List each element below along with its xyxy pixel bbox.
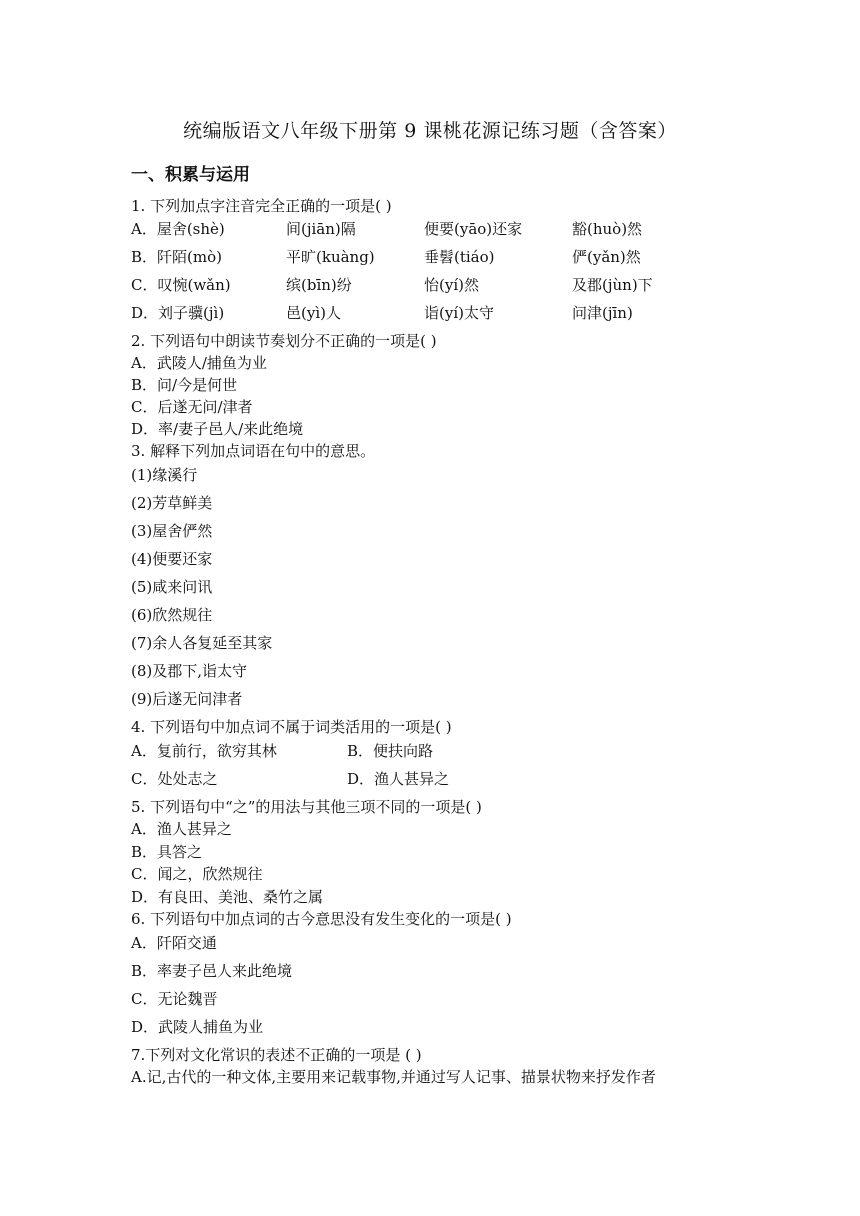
- q2-option-d: D．率/妻子邑人/来此绝境: [131, 420, 304, 438]
- q1-a-3: 便要(yāo)还家: [424, 220, 523, 238]
- q2-option-c: C．后遂无问/津者: [131, 398, 253, 416]
- q3-item-8: (8)及郡下,诣太守: [131, 662, 248, 680]
- q7-stem: 7.下列对文化常识的表述不正确的一项是 ( ): [131, 1046, 422, 1064]
- q2-stem: 2. 下列语句中朗读节奏划分不正确的一项是( ): [131, 332, 437, 350]
- q1-b-2: 平旷(kuàng): [286, 248, 375, 266]
- q4-stem: 4. 下列语句中加点词不属于词类活用的一项是( ): [131, 718, 452, 736]
- q5-stem: 5. 下列语句中“之”的用法与其他三项不同的一项是( ): [131, 798, 482, 816]
- q6-option-b: B．率妻子邑人来此绝境: [131, 962, 293, 980]
- q4-option-a: A．复前行，欲穷其林: [131, 742, 277, 760]
- q5-option-b: B．具答之: [131, 843, 203, 861]
- q1-d-3: 诣(yí)太守: [424, 304, 494, 322]
- q1-b-1: B．阡陌(mò): [131, 248, 222, 266]
- q3-item-9: (9)后遂无问津者: [131, 690, 243, 708]
- q6-option-c: C．无论魏晋: [131, 990, 218, 1008]
- q1-b-4: 俨(yǎn)然: [572, 248, 641, 266]
- q1-d-1: D．刘子骥(jì): [131, 304, 225, 322]
- q1-a-1: A．屋舍(shè): [131, 220, 225, 238]
- section-heading: 一、积累与运用: [131, 165, 250, 185]
- q1-c-4: 及郡(jùn)下: [572, 276, 653, 294]
- q5-option-a: A．渔人甚异之: [131, 820, 232, 838]
- q4-option-d: D．渔人甚异之: [347, 770, 450, 788]
- q3-item-7: (7)余人各复延至其家: [131, 634, 273, 652]
- q3-item-6: (6)欣然规往: [131, 606, 213, 624]
- q1-c-2: 缤(bīn)纷: [286, 276, 352, 294]
- q2-option-a: A．武陵人/捕鱼为业: [131, 354, 267, 372]
- q3-item-2: (2)芳草鲜美: [131, 494, 213, 512]
- q1-d-2: 邑(yì)人: [286, 304, 341, 322]
- q1-b-3: 垂髫(tiáo): [424, 248, 495, 266]
- q3-item-4: (4)便要还家: [131, 550, 213, 568]
- q1-stem: 1. 下列加点字注音完全正确的一项是( ): [131, 197, 392, 215]
- q1-c-1: C．叹惋(wǎn): [131, 276, 231, 294]
- q3-item-5: (5)咸来问讯: [131, 578, 213, 596]
- q4-option-c: C．处处志之: [131, 770, 218, 788]
- q4-option-b: B．便扶向路: [347, 742, 434, 760]
- q1-a-4: 豁(huò)然: [572, 220, 643, 238]
- document-title: 统编版语文八年级下册第 9 课桃花源记练习题（含答案）: [183, 120, 677, 142]
- q1-d-4: 问津(jīn): [572, 304, 633, 322]
- q6-option-d: D．武陵人捕鱼为业: [131, 1018, 264, 1036]
- q2-option-b: B．问/今是何世: [131, 376, 238, 394]
- q1-a-2: 间(jiān)隔: [286, 220, 356, 238]
- q5-option-c: C．闻之，欣然规往: [131, 865, 263, 883]
- q6-stem: 6. 下列语句中加点词的古今意思没有发生变化的一项是( ): [131, 910, 512, 928]
- q7-option-a: A.记,古代的一种文体,主要用来记载事物,并通过写人记事、描景状物来抒发作者: [131, 1068, 656, 1086]
- q3-item-3: (3)屋舍俨然: [131, 522, 213, 540]
- q6-option-a: A．阡陌交通: [131, 934, 217, 952]
- q3-item-1: (1)缘溪行: [131, 466, 198, 484]
- q5-option-d: D．有良田、美池、桑竹之属: [131, 888, 324, 906]
- q3-stem: 3. 解释下列加点词语在句中的意思。: [131, 442, 376, 460]
- q1-c-3: 怡(yí)然: [424, 276, 479, 294]
